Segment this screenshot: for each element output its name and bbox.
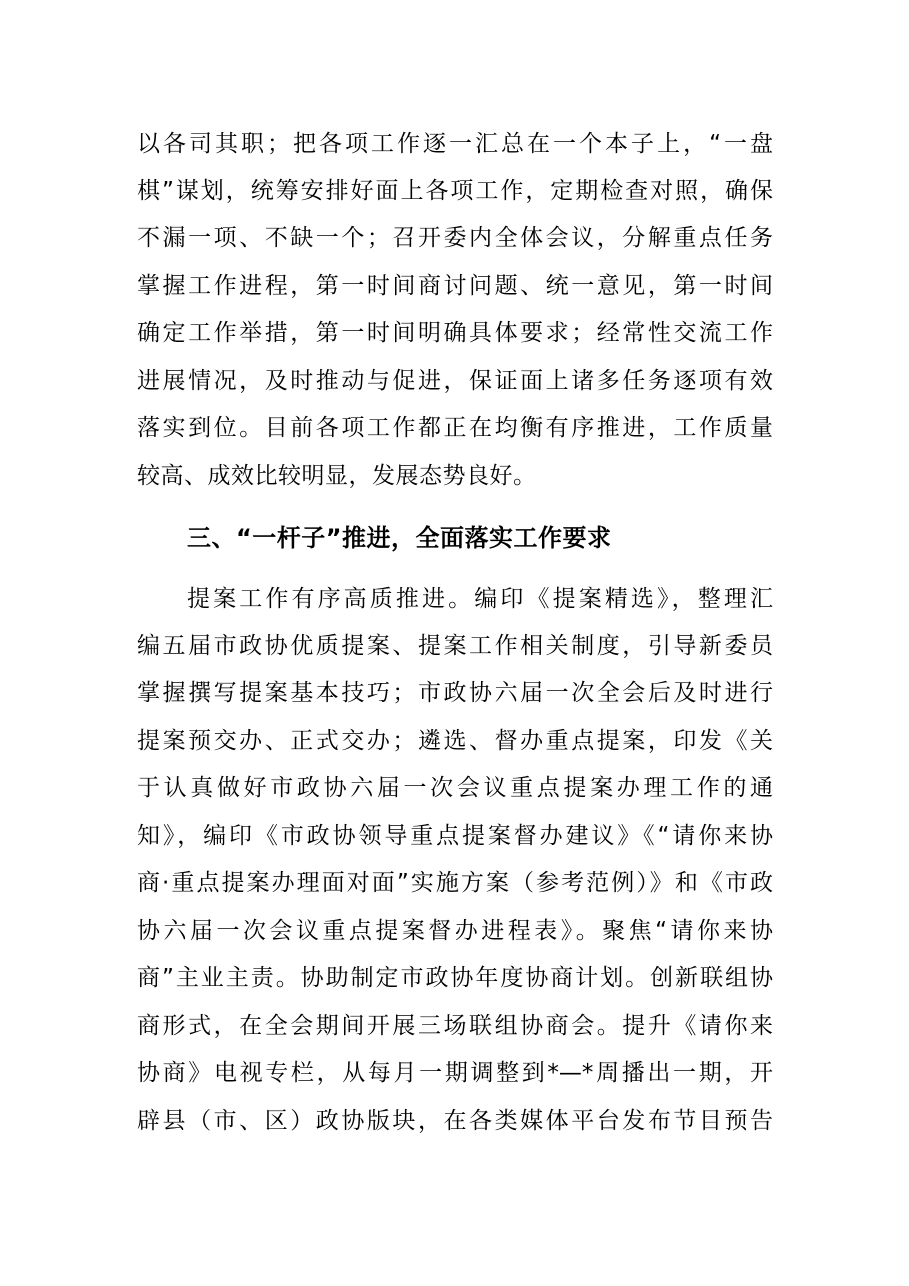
paragraph-line: 棋”谋划，统筹安排好面上各项工作，定期检查对照，确保 — [137, 178, 773, 204]
paragraph-line: 掌握撰写提案基本技巧；市政协六届一次全会后及时进行 — [137, 680, 773, 706]
paragraph-line: 提案工作有序高质推进。编印《提案精选》，整理汇 — [187, 586, 773, 612]
section-heading: 三、“一杆子”推进，全面落实工作要求 — [187, 524, 612, 552]
paragraph-line: 进展情况，及时推动与促进，保证面上诸多任务逐项有效 — [137, 368, 773, 394]
paragraph-line: 提案预交办、正式交办；遴选、督办重点提案，印发《关 — [137, 728, 773, 754]
paragraph-line: 于认真做好市政协六届一次会议重点提案办理工作的通 — [137, 775, 773, 801]
paragraph-line: 协商》电视专栏，从每月一期调整到*—*周播出一期，开 — [137, 1060, 773, 1086]
paragraph-line: 落实到位。目前各项工作都正在均衡有序推进，工作质量 — [137, 415, 773, 441]
paragraph-line: 商形式，在全会期间开展三场联组协商会。提升《请你来 — [137, 1013, 773, 1039]
paragraph-line: 辟县（市、区）政协版块，在各类媒体平台发布节目预告 — [137, 1108, 773, 1134]
paragraph-line: 确定工作举措，第一时间明确具体要求；经常性交流工作 — [137, 320, 773, 346]
paragraph-line: 协六届一次会议重点提案督办进程表》。聚焦“请你来协 — [137, 918, 773, 944]
paragraph-line: 编五届市政协优质提案、提案工作相关制度，引导新委员 — [137, 633, 773, 659]
paragraph-line: 较高、成效比较明显，发展态势良好。 — [137, 463, 537, 489]
paragraph-line: 商·重点提案办理面对面”实施方案（参考范例）》和《市政 — [137, 870, 773, 896]
paragraph-line: 以各司其职；把各项工作逐一汇总在一个本子上，“一盘 — [137, 131, 773, 157]
paragraph-line: 不漏一项、不缺一个；召开委内全体会议，分解重点任务 — [137, 225, 773, 251]
paragraph-line: 商”主业主责。协助制定市政协年度协商计划。创新联组协 — [137, 965, 773, 991]
paragraph-line: 知》，编印《市政协领导重点提案督办建议》《“请你来协 — [137, 823, 773, 849]
paragraph-line: 掌握工作进程，第一时间商讨问题、统一意见，第一时间 — [137, 273, 773, 299]
